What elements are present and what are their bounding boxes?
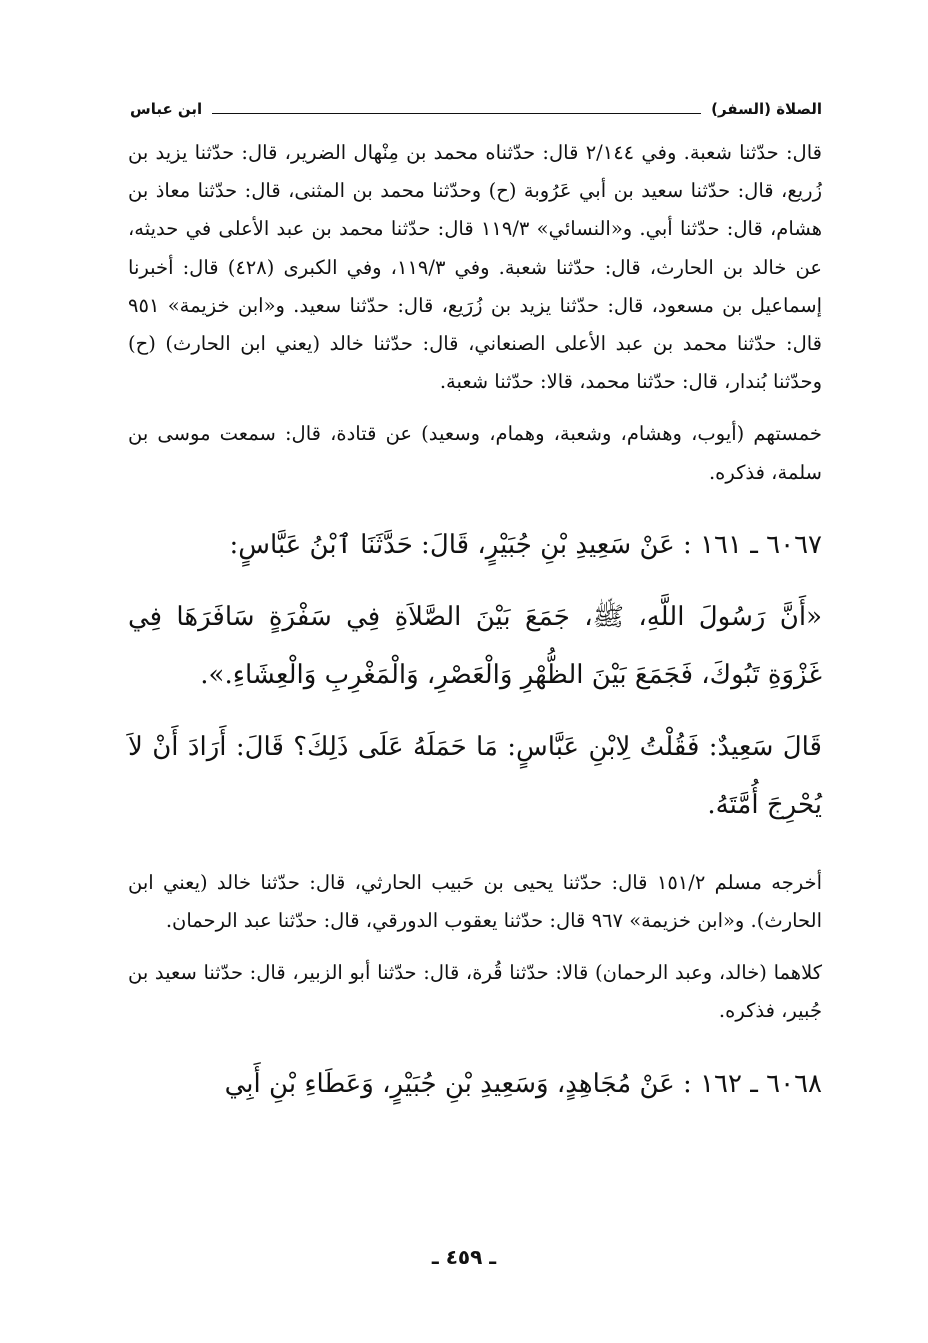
hadith-comment: قَالَ سَعِيدٌ: فَقُلْتُ لِابْنِ عَبَّاسٍ: مَا حَمَلَهُ عَلَى ذَلِكَ؟ قَالَ: أَرَادَ أَنْ لاَ يُحْرِجَ أُمَّتَهُ. [128, 731, 822, 820]
running-header [130, 96, 822, 122]
hadith-isnad: ٦٠٦٨ ـ ١٦٢ : عَنْ مُجَاهِدٍ، وَسَعِيدِ بْنِ جُبَيْرٍ، وَعَطَاءِ بْنِ أَبِي [224, 1068, 822, 1099]
page-number: ـ ٤٥٩ ـ [431, 1245, 497, 1269]
spacer [128, 401, 822, 415]
header-rule [212, 113, 701, 114]
takhrij-note: أخرجه مسلم ١٥١/٢ قال: حدّثنا يحيى بن حَبيب الحارثي، قال: حدّثنا خالد (يعني ابن الحارث). و«ابن خزيمة» ٩٦٧ قال: حدّثنا يعقوب الدورقي، قال: حدّثنا عبد الرحمان. [128, 870, 822, 933]
hadith-isnad: ٦٠٦٧ ـ ١٦١ : عَنْ سَعِيدِ بْنِ جُبَيْرٍ، قَالَ: حَدَّثَنَا ٱبْنُ عَبَّاسٍ: [229, 529, 822, 560]
spacer [128, 1031, 822, 1055]
spacer [128, 704, 822, 718]
spacer [128, 834, 822, 864]
takhrij-note: قال: حدّثنا شعبة. وفي ٢/١٤٤ قال: حدّثناه محمد بن مِنْهال الضرير، قال: حدّثنا يزيد بن زُريع، قال: حدّثنا سعيد بن أبي عَرُوبة (ح) وحدّثنا محمد بن المثنى، قال: حدّثنا معاذ بن هشام، قال: حدّثنا أبي. و«النسائي» ١١٩/٣ قال: حدّثنا محمد بن عبد الأعلى في حديثه، عن خالد بن الحارث، قال: حدّثنا شعبة. وفي ١١٩/٣، وفي الكبرى (٤٢٨) قال: أخبرنا إسماعيل بن مسعود، قال: حدّثنا يزيد بن زُرَيع، قال: حدّثنا سعيد. و«ابن خزيمة» ٩٥١ قال: حدّثنا محمد بن عبد الأعلى الصنعاني، قال: حدّثنا خالد (يعني ابن الحارث) (ح) وحدّثنا بُندار، قال: حدّثنا محمد، قالا: حدّثنا شعبة. [128, 141, 823, 394]
spacer [128, 492, 822, 516]
section-title: ابن عباس [130, 100, 203, 118]
spacer [128, 574, 822, 588]
page-body [128, 134, 822, 1113]
takhrij-note: كلاهما (خالد، وعبد الرحمان) قالا: حدّثنا قُرة، قال: حدّثنا أبو الزبير، قال: حدّثنا سعيد بن جُبير، فذكره. [128, 961, 822, 1023]
takhrij-note: خمستهم (أيوب، وهشام، وشعبة، وهمام، وسعيد) عن قتادة، قال: سمعت موسى بن سلمة، فذكره. [128, 422, 822, 484]
hadith-matn: «أَنَّ رَسُولَ اللَّهِ، ﷺ، جَمَعَ بَيْنَ الصَّلاَةِ فِي سَفْرَةٍ سَافَرَهَا فِي غَزْوَةِ تَبُوكَ، فَجَمَعَ بَيْنَ الظُّهْرِ وَالْعَصْرِ، وَالْمَغْرِبِ وَالْعِشَاءِ.». [128, 601, 822, 690]
chapter-title: الصلاة (السفر) [711, 100, 822, 118]
spacer [128, 940, 822, 954]
